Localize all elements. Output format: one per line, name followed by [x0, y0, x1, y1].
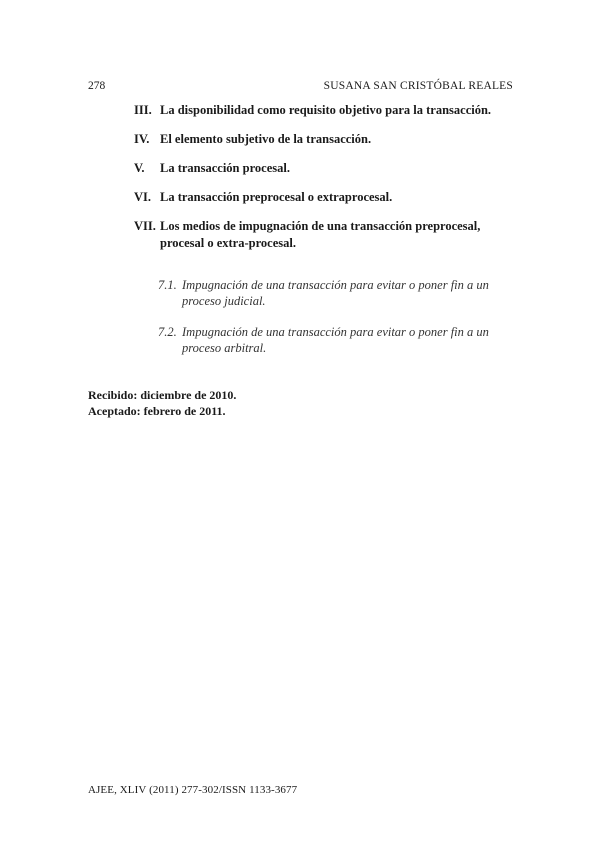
page-number: 278 — [88, 80, 106, 92]
toc-item — [134, 160, 514, 177]
toc-subsection-list — [158, 277, 514, 371]
toc-item-text: Los medios de impugnación de una transacción preprocesal, procesal o extra-procesal. — [160, 219, 481, 250]
toc-item-number: VII. — [134, 219, 156, 233]
toc-subitem-text: Impugnación de una transacción para evitar o poner fin a un proceso arbitral. — [182, 325, 489, 355]
footer-citation: AJEE, XLIV (2011) 277-302/ISSN 1133-3677 — [88, 784, 298, 796]
toc-item-number: IV. — [134, 132, 150, 146]
toc-item-number: III. — [134, 103, 152, 117]
toc-subitem-number: 7.2. — [158, 325, 177, 339]
toc-item-number: VI. — [134, 190, 152, 204]
toc-subitem — [158, 277, 514, 309]
toc-item — [134, 102, 514, 119]
toc-subitem-text: Impugnación de una transacción para evitar o poner fin a un proceso judicial. — [182, 278, 489, 308]
toc-item — [134, 218, 514, 252]
received-date: Recibido: diciembre de 2010. — [88, 388, 237, 402]
toc-item-text: La disponibilidad como requisito objetivo para la transacción. — [160, 103, 492, 117]
submission-dates — [88, 387, 236, 419]
toc-item-text: La transacción procesal. — [160, 161, 290, 175]
toc-item-number: V. — [134, 161, 145, 175]
table-of-contents — [134, 102, 514, 264]
toc-subitem-number: 7.1. — [158, 278, 177, 292]
toc-item — [134, 131, 514, 148]
toc-item — [134, 189, 514, 206]
toc-item-text: El elemento subjetivo de la transacción. — [160, 132, 372, 146]
running-header-author: SUSANA SAN CRISTÓBAL REALES — [323, 80, 513, 92]
toc-subitem — [158, 324, 514, 356]
toc-item-text: La transacción preprocesal o extraprocesal. — [160, 190, 393, 204]
accepted-date: Aceptado: febrero de 2011. — [88, 404, 226, 418]
